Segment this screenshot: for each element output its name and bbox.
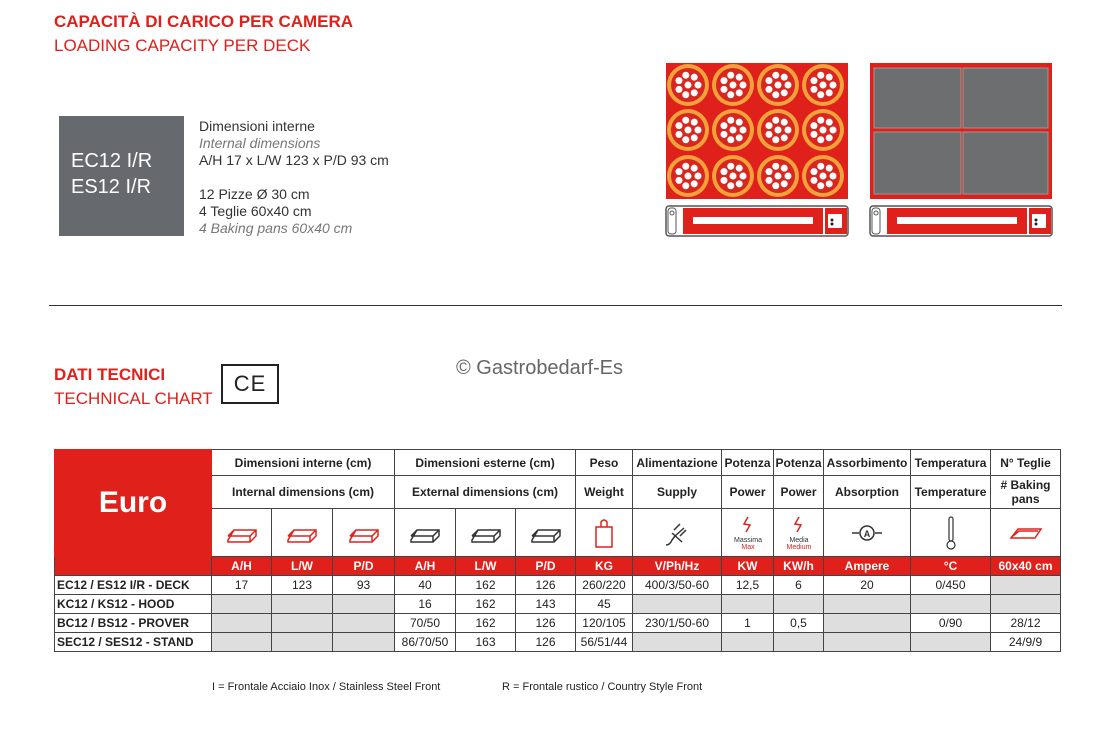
pizza-deck-illustration <box>665 62 850 240</box>
weight-icon <box>576 509 633 557</box>
header-external-it: Dimensioni esterne (cm) <box>395 450 576 476</box>
unit-cell: A/H <box>395 557 456 576</box>
table-row <box>55 614 1061 633</box>
row-label: EC12 / ES12 I/R - DECK <box>55 576 212 595</box>
table-cell <box>272 633 333 652</box>
unit-cell: L/W <box>272 557 333 576</box>
table-cell: 0/450 <box>911 576 991 595</box>
table-cell <box>774 595 824 614</box>
box-width-icon <box>272 509 333 557</box>
header-pans-en: # Baking pans <box>991 476 1061 509</box>
table-cell: 260/220 <box>576 576 633 595</box>
table-cell: 17 <box>212 576 272 595</box>
table-cell <box>824 595 911 614</box>
row-label: BC12 / BS12 - PROVER <box>55 614 212 633</box>
table-cell <box>722 595 774 614</box>
table-cell <box>991 595 1061 614</box>
ampere-icon <box>824 509 911 557</box>
header-supply-it: Alimentazione <box>633 450 722 476</box>
header-supply-en: Supply <box>633 476 722 509</box>
table-cell: 162 <box>456 614 516 633</box>
power-medium-label: Media <box>788 536 809 544</box>
model-line-2: ES12 I/R <box>71 176 152 198</box>
table-cell <box>333 633 395 652</box>
table-cell: 230/1/50-60 <box>633 614 722 633</box>
header-internal-it: Dimensioni interne (cm) <box>212 450 395 476</box>
table-cell: 24/9/9 <box>991 633 1061 652</box>
table-cell: 40 <box>395 576 456 595</box>
header-power-it: Potenza <box>722 450 774 476</box>
table-cell: 162 <box>456 576 516 595</box>
table-cell <box>333 595 395 614</box>
footnote-rustic: R = Frontale rustico / Country Style Front <box>502 681 703 693</box>
unit-cell: °C <box>911 557 991 576</box>
table-cell <box>633 633 722 652</box>
unit-cell: KW <box>722 557 774 576</box>
table-cell: 12,5 <box>722 576 774 595</box>
box-depth-icon <box>333 509 395 557</box>
box-ext-depth-icon <box>516 509 576 557</box>
unit-cell: P/D <box>333 557 395 576</box>
box-ext-width-icon <box>456 509 516 557</box>
pan-capacity-it: 4 Teglie 60x40 cm <box>199 203 312 219</box>
power-medium-icon <box>774 509 824 557</box>
svg-text:A: A <box>863 528 871 539</box>
table-cell <box>824 614 911 633</box>
header-pans-it: N° Teglie <box>991 450 1061 476</box>
table-cell: 120/105 <box>576 614 633 633</box>
table-cell: 400/3/50-60 <box>633 576 722 595</box>
loading-title-en: LOADING CAPACITY PER DECK <box>54 36 311 55</box>
table-cell: 126 <box>516 576 576 595</box>
table-cell: 70/50 <box>395 614 456 633</box>
header-power2-it: Potenza <box>774 450 824 476</box>
table-cell <box>911 633 991 652</box>
table-cell <box>212 633 272 652</box>
unit-cell: V/Ph/Hz <box>633 557 722 576</box>
table-cell: 0/90 <box>911 614 991 633</box>
table-cell: 1 <box>722 614 774 633</box>
header-absorption-en: Absorption <box>824 476 911 509</box>
row-label: SEC12 / SES12 - STAND <box>55 633 212 652</box>
table-cell: 20 <box>824 576 911 595</box>
unit-cell: Ampere <box>824 557 911 576</box>
units-blank <box>55 557 212 576</box>
header-temperature-it: Temperatura <box>911 450 991 476</box>
tech-title-it: DATI TECNICI <box>54 365 166 384</box>
pizza-capacity: 12 Pizze Ø 30 cm <box>199 186 310 202</box>
unit-cell: KW/h <box>774 557 824 576</box>
box-height-icon <box>212 509 272 557</box>
table-cell <box>212 595 272 614</box>
unit-cell: P/D <box>516 557 576 576</box>
table-cell <box>774 633 824 652</box>
header-absorption-it: Assorbimento <box>824 450 911 476</box>
table-cell: 28/12 <box>991 614 1061 633</box>
baking-pan-icon <box>991 509 1061 557</box>
table-cell: 6 <box>774 576 824 595</box>
table-cell: 16 <box>395 595 456 614</box>
table-cell: 126 <box>516 633 576 652</box>
box-ext-height-icon <box>395 509 456 557</box>
capacity-specs <box>199 118 389 237</box>
table-cell: 143 <box>516 595 576 614</box>
table-cell: 126 <box>516 614 576 633</box>
unit-cell: A/H <box>212 557 272 576</box>
pan-capacity-en: 4 Baking pans 60x40 cm <box>199 220 353 236</box>
table-cell <box>722 633 774 652</box>
table-cell: 0,5 <box>774 614 824 633</box>
table-cell <box>333 614 395 633</box>
table-cell <box>212 614 272 633</box>
thermometer-icon <box>911 509 991 557</box>
table-cell: 86/70/50 <box>395 633 456 652</box>
baking-pan-illustration <box>869 62 1054 240</box>
table-cell <box>991 576 1061 595</box>
footnote-inox: I = Frontale Acciaio Inox / Stainless Steel Front <box>212 681 441 693</box>
euro-label: Euro <box>55 450 212 557</box>
plug-icon <box>633 509 722 557</box>
model-line-1: EC12 I/R <box>71 150 153 172</box>
tech-title-en: TECHNICAL CHART <box>54 389 213 408</box>
table-cell <box>911 595 991 614</box>
dim-label-en: Internal dimensions <box>199 135 321 151</box>
unit-cell: L/W <box>456 557 516 576</box>
power-medium-label-en: Medium <box>786 543 811 551</box>
header-external-en: External dimensions (cm) <box>395 476 576 509</box>
table-cell: 163 <box>456 633 516 652</box>
table-cell: 56/51/44 <box>576 633 633 652</box>
table-cell: 93 <box>333 576 395 595</box>
table-row <box>55 595 1061 614</box>
power-max-label: Massima <box>733 536 762 544</box>
dim-value: A/H 17 x L/W 123 x P/D 93 cm <box>199 152 389 168</box>
dim-label-it: Dimensioni interne <box>199 118 315 134</box>
technical-table <box>54 449 1061 652</box>
table-cell <box>272 595 333 614</box>
power-max-icon <box>722 509 774 557</box>
unit-cell: 60x40 cm <box>991 557 1061 576</box>
table-cell: 123 <box>272 576 333 595</box>
table-cell: 162 <box>456 595 516 614</box>
unit-cell: KG <box>576 557 633 576</box>
header-weight-en: Weight <box>576 476 633 509</box>
ce-mark: CE <box>221 364 279 404</box>
section-divider <box>49 305 1062 306</box>
table-cell <box>633 595 722 614</box>
loading-title-it: CAPACITÀ DI CARICO PER CAMERA <box>54 12 354 31</box>
row-label: KC12 / KS12 - HOOD <box>55 595 212 614</box>
header-temperature-en: Temperature <box>911 476 991 509</box>
header-internal-en: Internal dimensions (cm) <box>212 476 395 509</box>
watermark: © Gastrobedarf-Es <box>456 357 624 379</box>
header-power2-en: Power <box>774 476 824 509</box>
table-cell: 45 <box>576 595 633 614</box>
table-row <box>55 576 1061 595</box>
model-box <box>59 116 184 236</box>
header-weight-it: Peso <box>576 450 633 476</box>
table-row <box>55 633 1061 652</box>
power-max-label-en: Max <box>740 543 755 551</box>
table-cell <box>824 633 911 652</box>
header-power-en: Power <box>722 476 774 509</box>
table-cell <box>272 614 333 633</box>
